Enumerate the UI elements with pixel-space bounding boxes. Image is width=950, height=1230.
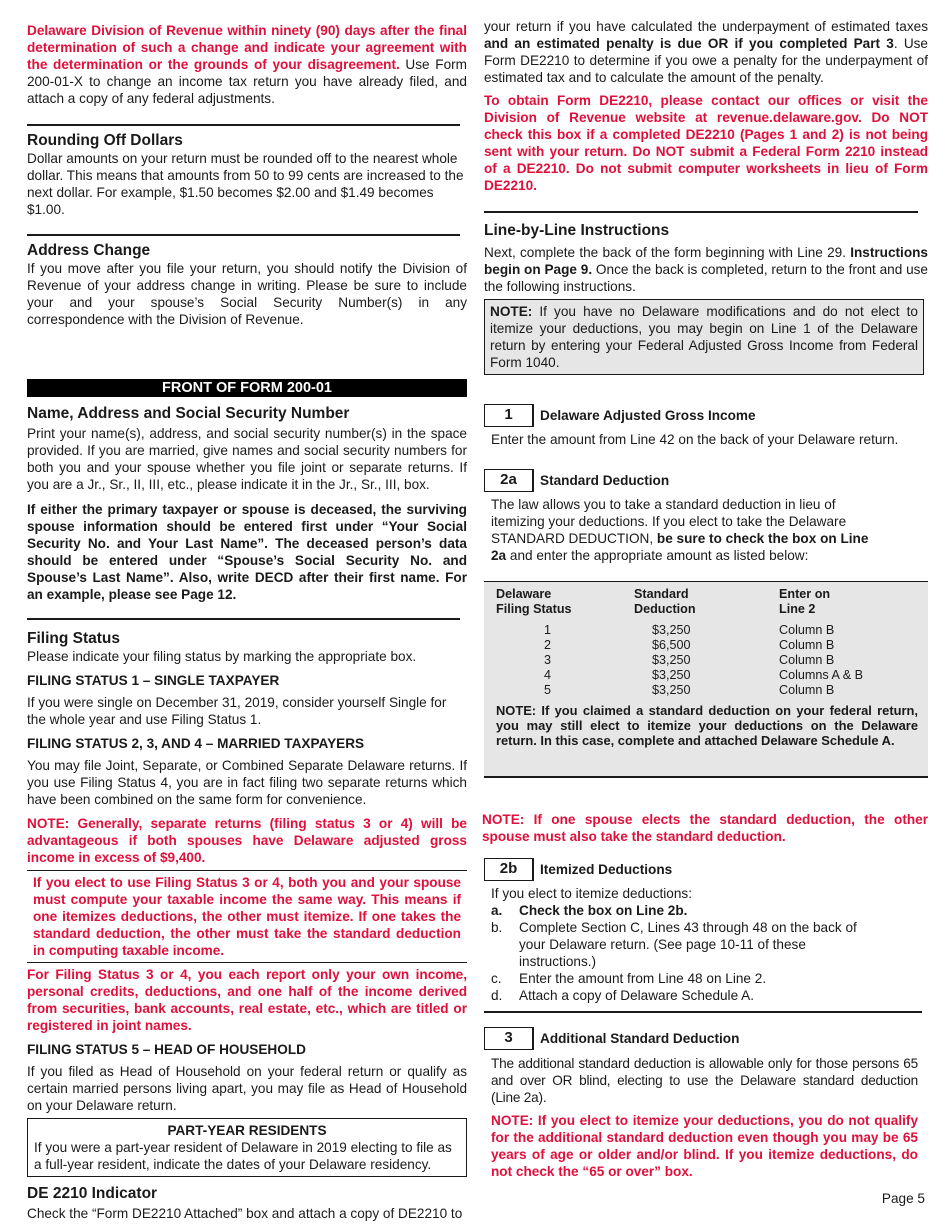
- list-item: c. Enter the amount from Line 48 on Line 2.: [491, 971, 767, 986]
- table-row: [496, 653, 906, 668]
- part-year-text: If you were a part-year resident of Delaware in 2019 electing to file as a full-year resident, indicate the dates of your Delaware residency.: [34, 1140, 452, 1172]
- table-row: [496, 638, 906, 653]
- line-by-line-text: Next, complete the back of the form beginning with Line 29. Instructions begin on Page 9. Once the back is completed, return to the front and use the following instructions.: [484, 245, 928, 294]
- table-cell: Column B: [779, 683, 835, 697]
- line-2b-intro: If you elect to itemize deductions:: [491, 886, 692, 901]
- divider: [27, 124, 460, 126]
- fs1-text: If you were single on December 31, 2019, consider yourself Single for the whole year and use Filing Status 1.: [27, 695, 447, 727]
- table-header: Standard Deduction: [634, 587, 696, 616]
- standard-deduction-table: [496, 587, 906, 698]
- table-row: [496, 668, 906, 683]
- name-heading: Name, Address and Social Security Number: [27, 405, 350, 422]
- table-header-row: [496, 587, 906, 617]
- list-item: a. Check the box on Line 2b.: [491, 903, 688, 918]
- line-title: Standard Deduction: [540, 473, 670, 488]
- table-cell: 2: [544, 638, 552, 652]
- rounding-heading: Rounding Off Dollars: [27, 132, 183, 149]
- note-box: NOTE: If you have no Delaware modifications and do not elect to itemize your deductions, you may begin on Line 1 of the Delaware return by entering your Federal Adjusted Gross Income from Federal Form 1040.: [484, 299, 924, 375]
- table-header: Enter on Line 2: [779, 587, 831, 616]
- obtain-de2210-text: To obtain Form DE2210, please contact our offices or visit the Division of Revenue website at revenue.delaware.gov. Do NOT check this box if a completed DE2210 (Pages 1 and 2) is not being sent with your return. Do NOT submit a Federal Form 2210 instead of a DE2210. Do not submit computer worksheets in lieu of Form DE2210.: [484, 93, 928, 193]
- line-2b-header: [484, 858, 928, 881]
- line-3-text: The additional standard deduction is allowable only for those persons 65 and over OR blind, electing to use the Delaware standard deduction (Line 2a).: [491, 1056, 918, 1105]
- line-1-text: Enter the amount from Line 42 on the back of your Delaware return.: [491, 432, 899, 447]
- line-number-box: 2a: [484, 469, 534, 492]
- divider: [27, 234, 460, 236]
- line-2a-text: The law allows you to take a standard deduction in lieu of itemizing your deductions. If you elect to take the Delaware STANDARD DEDUCTION, be sure to check the box on Line 2a and enter the appropriate amount as listed below:: [491, 497, 869, 563]
- line-3-header: [484, 1027, 928, 1050]
- line-title: Additional Standard Deduction: [540, 1031, 740, 1046]
- table-header: Delaware Filing Status: [496, 587, 572, 616]
- left-column: [27, 18, 467, 1222]
- table-cell: $6,500: [652, 638, 691, 652]
- table-row: [496, 683, 906, 698]
- line-2b-body: [484, 885, 928, 1004]
- divider: [27, 618, 460, 620]
- line-by-line-heading: Line-by-Line Instructions: [484, 222, 670, 239]
- rounding-text: Dollar amounts on your return must be rounded off to the nearest whole dollar. This means that amounts from 50 to 99 cents are increased to the next dollar. For example, $1.50 becomes $2.00 and $1.49 becomes $1.00.: [27, 151, 464, 217]
- de2210-heading: DE 2210 Indicator: [27, 1185, 158, 1202]
- line-title: Delaware Adjusted Gross Income: [540, 408, 756, 423]
- name-text: Print your name(s), address, and social security number(s) in the space provided. If you are married, give names and social security numbers for both you and your spouse whether you file joint or separate returns. If you are a Jr., Sr., II, III, etc., please indicate it in the Jr., Sr., III, box.: [27, 426, 467, 492]
- list-item: d. Attach a copy of Delaware Schedule A.: [491, 988, 755, 1003]
- line-1-header: [484, 404, 928, 427]
- table-cell: Column B: [779, 638, 835, 652]
- divider: [484, 211, 918, 213]
- note-separate-returns: NOTE: Generally, separate returns (filing status 3 or 4) will be advantageous if both spouses have Delaware adjusted gross income in excess of $9,400.: [27, 816, 467, 865]
- table-cell: $3,250: [652, 623, 691, 637]
- table-note: NOTE: If you claimed a standard deduction on your federal return, you may still elect to itemize your deductions on the Delaware return. In this case, complete and attached Delaware Schedule A.: [496, 703, 918, 748]
- line-number-box: 2b: [484, 858, 534, 881]
- filing-status-heading: Filing Status: [27, 630, 120, 647]
- page-number: Page 5: [881, 1191, 925, 1206]
- table-cell: Column B: [779, 623, 835, 637]
- table-cell: 5: [544, 683, 552, 697]
- same-way-box: If you elect to use Filing Status 3 or 4, both you and your spouse must compute your taxable income the same way. This means if one itemizes deductions, the other must itemize. If one takes the standard deduction, the other must take the standard deduction in computing taxable income.: [27, 870, 467, 963]
- table-cell: Column B: [779, 653, 835, 667]
- table-cell: $3,250: [652, 683, 691, 697]
- front-of-form-banner: FRONT OF FORM 200-01: [27, 379, 467, 397]
- part-year-box: [27, 1118, 467, 1177]
- fs34-report-text: For Filing Status 3 or 4, you each report only your own income, personal credits, deductions, and one half of the income derived from securities, bank accounts, real estate, etc., which are titled or registered in joint names.: [27, 967, 467, 1033]
- address-text: If you move after you file your return, you should notify the Division of Revenue of your address change in writing. Please be sure to include your and your spouse’s Social Security Number(s) in any correspondence with the Division of Revenue.: [27, 261, 467, 327]
- line-3-note: NOTE: If you elect to itemize your deductions, you do not qualify for the additional standard deduction even though you may be 65 years of age or older and/or blind. If you itemize deductions, do not check the “65 or over” box.: [491, 1113, 918, 1179]
- table-cell: 1: [544, 623, 552, 637]
- line-title: Itemized Deductions: [540, 862, 673, 877]
- line-number-box: 1: [484, 404, 534, 427]
- table-cell: Columns A & B: [779, 668, 863, 682]
- de2210-text: Check the “Form DE2210 Attached” box and attach a copy of DE2210 to: [27, 1206, 463, 1221]
- divider: [484, 1011, 922, 1013]
- part-year-heading: PART-YEAR RESIDENTS: [167, 1123, 327, 1138]
- standard-deduction-table-box: [484, 581, 928, 778]
- line-2a-header: [484, 469, 928, 492]
- intro-paragraph: Delaware Division of Revenue within ninety (90) days after the final determination of such a change and indicate your agreement with the determination or the grounds of your disagreement. Use Form 200-01-X to change an income tax return you have already filed, and attach a copy of any federal adjustments.: [27, 23, 467, 106]
- address-heading: Address Change: [27, 242, 151, 259]
- note-spouse-standard: NOTE: If one spouse elects the standard deduction, the other spouse must also take the standard deduction.: [482, 812, 928, 844]
- filing-status-text: Please indicate your filing status by marking the appropriate box.: [27, 649, 417, 664]
- table-cell: $3,250: [652, 668, 691, 682]
- fs234-heading: FILING STATUS 2, 3, AND 4 – MARRIED TAXPAYERS: [27, 736, 365, 751]
- list-item: b. Complete Section C, Lines 43 through 48 on the back of your Delaware return. (See page 10-11 of these instructions.): [491, 920, 857, 969]
- fs5-text: If you filed as Head of Household on your federal return or qualify as certain married persons living apart, you may file as Head of Household on your Delaware return.: [27, 1064, 467, 1113]
- de2210-continued: your return if you have calculated the underpayment of estimated taxes and an estimated penalty is due OR if you completed Part 3. Use Form DE2210 to determine if you owe a penalty for the underpayment of estimated tax and to calculate the amount of the penalty.: [484, 19, 928, 85]
- fs5-heading: FILING STATUS 5 – HEAD OF HOUSEHOLD: [27, 1042, 306, 1057]
- table-row: [496, 623, 906, 638]
- right-column: [484, 18, 928, 1180]
- line-number-box: 3: [484, 1027, 534, 1050]
- fs1-heading: FILING STATUS 1 – SINGLE TAXPAYER: [27, 673, 280, 688]
- table-cell: 3: [544, 653, 552, 667]
- table-cell: 4: [544, 668, 552, 682]
- deceased-text: If either the primary taxpayer or spouse is deceased, the surviving spouse information should be entered first under “Your Social Security No. and Your Last Name”. The deceased person’s data should be entered under “Spouse’s Social Security No. and Spouse’s Last Name”. Also, write DECD after their first name. For an example, please see Page 12.: [27, 502, 467, 602]
- fs234-text: You may file Joint, Separate, or Combined Separate Delaware returns. If you use Filing Status 4, you are in fact filing two separate returns which have been combined on the same form for convenience.: [27, 758, 467, 807]
- table-cell: $3,250: [652, 653, 691, 667]
